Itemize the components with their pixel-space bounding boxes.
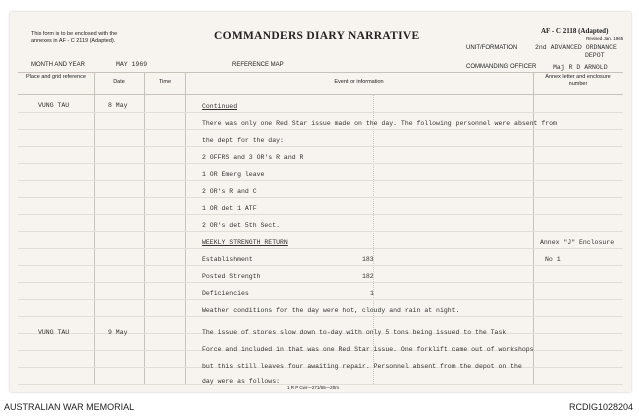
form-note-line2: annexes in AF - C 2119 (Adapted). bbox=[31, 38, 116, 44]
narrative-line: day were as follows: bbox=[202, 378, 281, 385]
diary-page bbox=[10, 12, 631, 392]
ruled-line bbox=[18, 163, 623, 164]
ruled-line bbox=[18, 180, 623, 181]
col-header-date: Date bbox=[113, 79, 125, 85]
printer-note: 1 R P Cwr—271/65—20m bbox=[287, 385, 339, 390]
ruled-line bbox=[18, 197, 623, 198]
col-header-place: Place and grid reference bbox=[26, 74, 86, 80]
narrative-line: WEEKLY STRENGTH RETURN bbox=[202, 239, 288, 246]
col-header-time: Time bbox=[158, 79, 172, 85]
form-note-line1: This form is to be enclosed with the bbox=[31, 31, 118, 37]
commanding-officer-value: Maj R D ARNOLD bbox=[553, 64, 608, 71]
ruled-line bbox=[18, 299, 623, 300]
narrative-line: Establishment bbox=[202, 256, 253, 263]
value-establishment: 183 bbox=[362, 256, 374, 263]
annex-number: No 1 bbox=[545, 256, 561, 263]
narrative-line: Deficiencies bbox=[202, 290, 249, 297]
ruled-line bbox=[18, 316, 623, 317]
value-deficiencies: 1 bbox=[370, 290, 374, 297]
unit-label: UNIT/FORMATION bbox=[466, 45, 518, 51]
divider-time-event bbox=[185, 72, 186, 384]
ruled-line bbox=[18, 231, 623, 232]
footer-source: AUSTRALIAN WAR MEMORIAL bbox=[4, 402, 135, 412]
ruled-line bbox=[18, 146, 623, 147]
narrative-line: the dept for the day: bbox=[202, 137, 284, 144]
narrative-line: There was only one Red Star issue made on the day. The following personnel were absent from bbox=[202, 120, 557, 127]
col-header-event: Event or information bbox=[334, 79, 384, 85]
commanding-officer-label: COMMANDING OFFICER bbox=[466, 64, 537, 70]
month-year-value: MAY 1969 bbox=[116, 61, 148, 68]
footer-id: RCDIG1028204 bbox=[568, 402, 633, 412]
entry-place: VUNG TAU bbox=[38, 102, 70, 109]
page-title: COMMANDERS DIARY NARRATIVE bbox=[214, 30, 420, 42]
narrative-line: 2 OR's R and C bbox=[202, 188, 257, 195]
revised-date: Revised Jan. 1965 bbox=[586, 36, 624, 41]
narrative-line: Posted Strength bbox=[202, 273, 261, 280]
narrative-line: The issue of stores slow down to-day with only 5 tons being issued to the Task bbox=[202, 329, 507, 336]
divider-event-annex bbox=[533, 72, 534, 384]
month-year-label: MONTH AND YEAR bbox=[31, 62, 85, 68]
narrative-line: but this still leaves four awaiting repair. Personnel absent from the depot on the bbox=[202, 363, 522, 370]
unit-value-line1: 2nd ADVANCED ORDNANCE bbox=[535, 44, 617, 51]
narrative-line: 1 OR det 1 ATF bbox=[202, 205, 257, 212]
event-dotted-divider bbox=[373, 94, 374, 384]
narrative-line: Force and included in that was one Red Star issue. One forklift came out of workshops bbox=[202, 346, 534, 353]
ruled-line bbox=[18, 112, 623, 113]
entry-place: VUNG TAU bbox=[38, 329, 70, 336]
annex-enclosure: Annex "J" Enclosure bbox=[540, 239, 615, 246]
unit-value-line2: DEPOT bbox=[585, 52, 605, 59]
ruled-line bbox=[18, 282, 623, 283]
narrative-line: Continued bbox=[202, 103, 238, 110]
divider-place-date bbox=[94, 72, 95, 384]
col-header-annex: Annex letter and enclosure number bbox=[545, 74, 611, 87]
ruled-line bbox=[18, 248, 623, 249]
value-posted-strength: 182 bbox=[362, 273, 374, 280]
divider-date-time bbox=[144, 72, 145, 384]
reference-map-label: REFERENCE MAP bbox=[232, 62, 284, 68]
entry-date: 8 May bbox=[108, 102, 128, 109]
ruled-line bbox=[18, 265, 623, 266]
narrative-line: 1 OR Emerg leave bbox=[202, 171, 265, 178]
narrative-line: 2 OFFRS and 3 OR's R and R bbox=[202, 154, 304, 161]
ruled-line bbox=[18, 214, 623, 215]
form-number: AF - C 2118 (Adapted) bbox=[541, 27, 609, 35]
narrative-line: Weather conditions for the day were hot, cloudy and rain at night. bbox=[202, 307, 460, 314]
narrative-line: 2 OR's det 5th Sect. bbox=[202, 222, 281, 229]
entry-date: 9 May bbox=[108, 329, 128, 336]
ruled-line bbox=[18, 129, 623, 130]
